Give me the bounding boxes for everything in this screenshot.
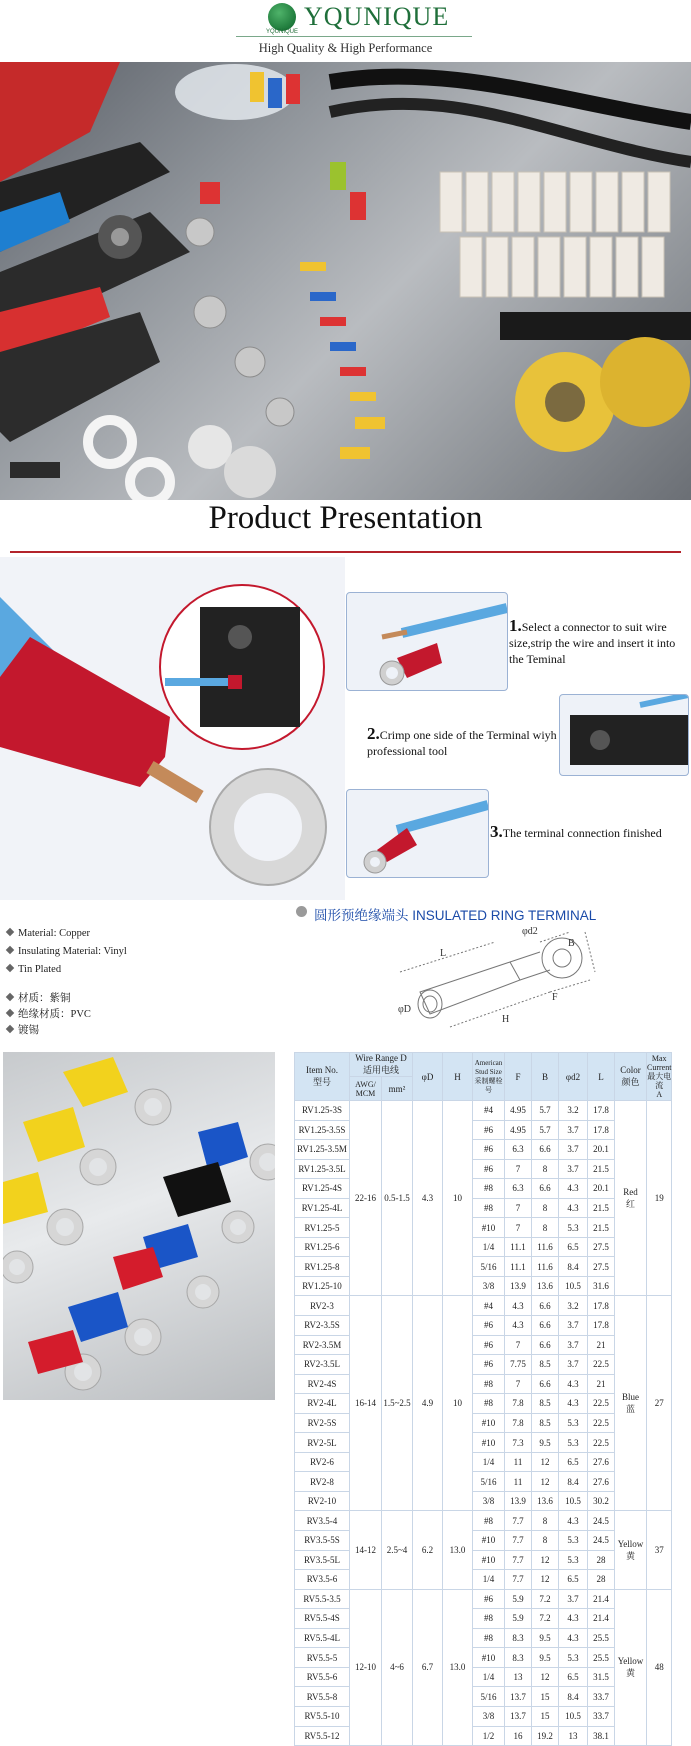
cell-item-no: RV1.25-5: [295, 1218, 350, 1238]
cell-f: 4.3: [505, 1296, 532, 1316]
cell-b: 19.2: [532, 1726, 559, 1746]
cell-l: 17.8: [588, 1120, 615, 1140]
cell-f: 13.7: [505, 1687, 532, 1707]
cell-d2: 4.3: [559, 1374, 588, 1394]
cell-b: 8: [532, 1531, 559, 1551]
step2-number: 2.: [367, 724, 380, 743]
cell-b: 6.6: [532, 1374, 559, 1394]
diamond-bullet-icon: [6, 1025, 14, 1033]
cell-item-no: RV5.5-10: [295, 1706, 350, 1726]
header-d2: φd2: [559, 1053, 588, 1101]
cell-stud-size: #8: [473, 1511, 505, 1531]
cell-d2: 4.3: [559, 1511, 588, 1531]
cell-l: 17.8: [588, 1296, 615, 1316]
cell-f: 13.9: [505, 1276, 532, 1296]
step2-description: Crimp one side of the Terminal wiyh professional tool: [367, 728, 557, 758]
cell-l: 17.8: [588, 1101, 615, 1121]
cell-b: 15: [532, 1706, 559, 1726]
cell-f: 11.1: [505, 1257, 532, 1277]
cell-color: Yellow 黄: [615, 1589, 647, 1745]
crimp-closeup-photo: [0, 557, 345, 900]
cell-l: 28: [588, 1550, 615, 1570]
cell-stud-size: 5/16: [473, 1472, 505, 1492]
cell-l: 33.7: [588, 1706, 615, 1726]
header-color: Color 颜色: [615, 1053, 647, 1101]
hero-product-photo: [0, 62, 691, 500]
cell-b: 7.2: [532, 1609, 559, 1629]
cell-b: 8.5: [532, 1413, 559, 1433]
cell-stud-size: #8: [473, 1198, 505, 1218]
cell-l: 21: [588, 1335, 615, 1355]
header-stud-size: American Stud Size 采制螺栓号: [473, 1053, 505, 1101]
cell-d2: 5.3: [559, 1648, 588, 1668]
cell-item-no: RV3.5-5L: [295, 1550, 350, 1570]
cell-item-no: RV3.5-6: [295, 1570, 350, 1590]
cell-item-no: RV5.5-5: [295, 1648, 350, 1668]
dim-label-l: L: [440, 948, 447, 959]
cell-l: 20.1: [588, 1140, 615, 1160]
cell-stud-size: #6: [473, 1316, 505, 1336]
cell-f: 7.8: [505, 1413, 532, 1433]
cell-stud-size: #8: [473, 1374, 505, 1394]
cell-stud-size: #6: [473, 1120, 505, 1140]
diamond-bullet-icon: [6, 1009, 14, 1017]
cell-item-no: RV2-6: [295, 1452, 350, 1472]
cell-b: 9.5: [532, 1628, 559, 1648]
cell-l: 27.6: [588, 1452, 615, 1472]
cell-f: 11.1: [505, 1237, 532, 1257]
cell-stud-size: 1/4: [473, 1237, 505, 1257]
globe-logo-icon: [268, 3, 296, 31]
step1-number: 1.: [509, 616, 522, 635]
title-underline: [10, 551, 681, 553]
cell-item-no: RV2-3: [295, 1296, 350, 1316]
material-en-2: Insulating Material: Vinyl: [6, 946, 127, 957]
cell-d2: 5.3: [559, 1413, 588, 1433]
cell-color: Blue 蓝: [615, 1296, 647, 1511]
header-mm: mm²: [382, 1077, 413, 1101]
cell-stud-size: 3/8: [473, 1276, 505, 1296]
cell-stud-size: #8: [473, 1609, 505, 1629]
cell-stud-size: #10: [473, 1648, 505, 1668]
cell-max-current: 27: [647, 1296, 672, 1511]
cell-d2: 3.7: [559, 1159, 588, 1179]
step1-text: [509, 618, 684, 667]
cell-stud-size: #4: [473, 1296, 505, 1316]
cell-f: 7: [505, 1374, 532, 1394]
cell-l: 27.6: [588, 1472, 615, 1492]
cell-item-no: RV1.25-8: [295, 1257, 350, 1277]
cell-item-no: RV5.5-4L: [295, 1628, 350, 1648]
cell-d2: 5.3: [559, 1550, 588, 1570]
step2-text: [367, 726, 557, 759]
cell-stud-size: 5/16: [473, 1257, 505, 1277]
cell-l: 24.5: [588, 1511, 615, 1531]
cell-max-current: 48: [647, 1589, 672, 1745]
cell-b: 6.6: [532, 1335, 559, 1355]
material-en-1: Material: Copper: [6, 928, 90, 939]
cell-awg: 12-10: [350, 1589, 382, 1745]
cell-d2: 4.3: [559, 1394, 588, 1414]
cell-f: 4.95: [505, 1101, 532, 1121]
cell-d2: 8.4: [559, 1687, 588, 1707]
header-f: F: [505, 1053, 532, 1101]
step3-number: 3.: [490, 822, 503, 841]
material-cn-3: 镀锡: [6, 1022, 39, 1037]
cell-d2: 3.7: [559, 1589, 588, 1609]
cell-f: 7: [505, 1198, 532, 1218]
cell-stud-size: #10: [473, 1550, 505, 1570]
material-cn-2: 绝缘材质：PVC: [6, 1006, 91, 1021]
cell-d2: 5.3: [559, 1433, 588, 1453]
cell-item-no: RV1.25-4L: [295, 1198, 350, 1218]
cell-h: 13.0: [443, 1589, 473, 1745]
cell-item-no: RV1.25-10: [295, 1276, 350, 1296]
tagline: High Quality & High Performance: [258, 41, 433, 55]
spec-table: [294, 1052, 672, 1746]
cell-l: 21: [588, 1374, 615, 1394]
cell-f: 7.75: [505, 1355, 532, 1375]
cell-f: 8.3: [505, 1628, 532, 1648]
cell-stud-size: #6: [473, 1140, 505, 1160]
header-wire-range: Wire Range D 适用电线: [350, 1053, 413, 1077]
cell-l: 24.5: [588, 1531, 615, 1551]
dim-label-d: φD: [398, 1004, 411, 1015]
cell-item-no: RV2-4S: [295, 1374, 350, 1394]
cell-f: 5.9: [505, 1589, 532, 1609]
cell-d2: 6.5: [559, 1452, 588, 1472]
cell-l: 25.5: [588, 1628, 615, 1648]
cell-h: 13.0: [443, 1511, 473, 1589]
cell-b: 13.6: [532, 1276, 559, 1296]
cell-d2: 3.7: [559, 1120, 588, 1140]
diamond-bullet-icon: [6, 964, 14, 972]
cell-stud-size: #10: [473, 1218, 505, 1238]
cell-stud-size: #8: [473, 1628, 505, 1648]
step3-photo: [346, 789, 489, 878]
cell-l: 27.5: [588, 1237, 615, 1257]
cell-mm: 0.5-1.5: [382, 1101, 413, 1296]
cell-stud-size: 3/8: [473, 1706, 505, 1726]
cell-d2: 5.3: [559, 1531, 588, 1551]
cell-d2: 6.5: [559, 1237, 588, 1257]
cell-b: 8: [532, 1159, 559, 1179]
cell-h: 10: [443, 1296, 473, 1511]
material-en-3: Tin Plated: [6, 964, 61, 975]
cell-b: 6.6: [532, 1296, 559, 1316]
table-row: [295, 1589, 672, 1609]
header-b: B: [532, 1053, 559, 1101]
cell-awg: 14-12: [350, 1511, 382, 1589]
cell-color: Red 红: [615, 1101, 647, 1296]
cell-b: 15: [532, 1687, 559, 1707]
cell-item-no: RV2-10: [295, 1491, 350, 1511]
cell-b: 5.7: [532, 1120, 559, 1140]
cell-item-no: RV2-4L: [295, 1394, 350, 1414]
cell-d2: 8.4: [559, 1257, 588, 1277]
colored-ring-terminals-photo: [3, 1052, 275, 1400]
diamond-bullet-icon: [6, 928, 14, 936]
diamond-bullet-icon: [6, 946, 14, 954]
cell-d2: 3.7: [559, 1355, 588, 1375]
dim-label-h: H: [502, 1014, 510, 1025]
cell-stud-size: 3/8: [473, 1491, 505, 1511]
cell-b: 8.5: [532, 1355, 559, 1375]
cell-item-no: RV1.25-3.5L: [295, 1159, 350, 1179]
brand-name: YQUNIQUE: [304, 2, 450, 31]
cell-l: 28: [588, 1570, 615, 1590]
cell-d2: 10.5: [559, 1491, 588, 1511]
diamond-bullet-icon: [6, 993, 14, 1001]
cell-f: 7.7: [505, 1511, 532, 1531]
cell-f: 16: [505, 1726, 532, 1746]
cell-b: 12: [532, 1570, 559, 1590]
material-cn-1: 材质：紫铜: [6, 990, 71, 1005]
bullet-dot-icon: [296, 906, 307, 917]
cell-item-no: RV2-3.5S: [295, 1316, 350, 1336]
cell-b: 11.6: [532, 1257, 559, 1277]
header-item: Item No. 型号: [295, 1053, 350, 1101]
cell-f: 7: [505, 1335, 532, 1355]
cell-item-no: RV1.25-4S: [295, 1179, 350, 1199]
cell-l: 20.1: [588, 1179, 615, 1199]
dim-label-f: F: [552, 992, 558, 1003]
cell-f: 11: [505, 1452, 532, 1472]
cell-item-no: RV1.25-6: [295, 1237, 350, 1257]
header: [0, 0, 691, 62]
cell-b: 9.5: [532, 1648, 559, 1668]
spec-title: 圆形预绝缘端头 INSULATED RING TERMINAL: [314, 908, 597, 923]
cell-b: 9.5: [532, 1433, 559, 1453]
cell-l: 17.8: [588, 1316, 615, 1336]
cell-item-no: RV1.25-3.5S: [295, 1120, 350, 1140]
cell-stud-size: #10: [473, 1531, 505, 1551]
cell-l: 22.5: [588, 1355, 615, 1375]
cell-stud-size: 1/4: [473, 1452, 505, 1472]
cell-b: 6.6: [532, 1179, 559, 1199]
cell-stud-size: #10: [473, 1433, 505, 1453]
cell-l: 38.1: [588, 1726, 615, 1746]
cell-d2: 10.5: [559, 1706, 588, 1726]
cell-d2: 10.5: [559, 1276, 588, 1296]
header-awg: AWG/ MCM: [350, 1077, 382, 1101]
cell-d2: 3.2: [559, 1296, 588, 1316]
cell-d2: 13: [559, 1726, 588, 1746]
cell-f: 4.3: [505, 1316, 532, 1336]
cell-b: 12: [532, 1550, 559, 1570]
cell-color: Yellow 黄: [615, 1511, 647, 1589]
cell-item-no: RV5.5-8: [295, 1687, 350, 1707]
ring-terminal-closeup-illustration: [0, 557, 345, 900]
cell-stud-size: 1/4: [473, 1667, 505, 1687]
cell-max-current: 37: [647, 1511, 672, 1589]
cell-item-no: RV2-3.5M: [295, 1335, 350, 1355]
cell-d2: 4.3: [559, 1609, 588, 1629]
cell-f: 8.3: [505, 1648, 532, 1668]
cell-h: 10: [443, 1101, 473, 1296]
cell-l: 33.7: [588, 1687, 615, 1707]
cell-stud-size: #10: [473, 1413, 505, 1433]
cell-stud-size: 1/2: [473, 1726, 505, 1746]
cell-d: 4.3: [413, 1101, 443, 1296]
cell-l: 22.5: [588, 1413, 615, 1433]
cell-d: 6.2: [413, 1511, 443, 1589]
header-l: L: [588, 1053, 615, 1101]
cell-f: 13.7: [505, 1706, 532, 1726]
cell-d2: 4.3: [559, 1198, 588, 1218]
cell-stud-size: 5/16: [473, 1687, 505, 1707]
cell-stud-size: #6: [473, 1335, 505, 1355]
step1-description: Select a connector to suit wire size,strip the wire and insert it into the Teminal: [509, 620, 676, 666]
cell-l: 27.5: [588, 1257, 615, 1277]
cell-mm: 2.5~4: [382, 1511, 413, 1589]
cell-f: 7.3: [505, 1433, 532, 1453]
cell-b: 12: [532, 1667, 559, 1687]
cell-l: 21.4: [588, 1609, 615, 1629]
header-max-current: Max Current 最大电流 A: [647, 1054, 672, 1099]
cell-f: 6.3: [505, 1140, 532, 1160]
cell-b: 12: [532, 1472, 559, 1492]
ring-terminal-dimension-diagram: [390, 922, 610, 1032]
cell-f: 7.7: [505, 1550, 532, 1570]
cell-l: 25.5: [588, 1648, 615, 1668]
cell-f: 5.9: [505, 1609, 532, 1629]
cell-awg: 16-14: [350, 1296, 382, 1511]
cell-max-current: 19: [647, 1101, 672, 1296]
cell-stud-size: #6: [473, 1159, 505, 1179]
cell-f: 7.7: [505, 1570, 532, 1590]
cell-l: 21.5: [588, 1159, 615, 1179]
cell-d2: 4.3: [559, 1628, 588, 1648]
cell-d2: 6.5: [559, 1570, 588, 1590]
cell-mm: 4~6: [382, 1589, 413, 1745]
brand-divider: [236, 36, 472, 37]
cell-f: 4.95: [505, 1120, 532, 1140]
table-row: [295, 1101, 672, 1121]
cell-item-no: RV5.5-4S: [295, 1609, 350, 1629]
cell-awg: 22-16: [350, 1101, 382, 1296]
cell-item-no: RV1.25-3.5M: [295, 1140, 350, 1160]
cell-f: 13: [505, 1667, 532, 1687]
cell-d2: 3.7: [559, 1335, 588, 1355]
step3-description: The terminal connection finished: [502, 826, 662, 840]
cell-f: 7: [505, 1218, 532, 1238]
logo-caption: YQUNIQUE: [266, 29, 299, 35]
table-row: [295, 1296, 672, 1316]
cell-f: 7.8: [505, 1394, 532, 1414]
cell-b: 13.6: [532, 1491, 559, 1511]
header-h: H: [443, 1053, 473, 1101]
header-d: φD: [413, 1053, 443, 1101]
cell-f: 7.7: [505, 1531, 532, 1551]
dim-label-d2: φd2: [522, 926, 538, 937]
cell-d: 6.7: [413, 1589, 443, 1745]
cell-l: 21.4: [588, 1589, 615, 1609]
cell-item-no: RV2-5L: [295, 1433, 350, 1453]
cell-f: 13.9: [505, 1491, 532, 1511]
cell-d2: 3.7: [559, 1140, 588, 1160]
cell-item-no: RV3.5-5S: [295, 1531, 350, 1551]
cell-f: 6.3: [505, 1179, 532, 1199]
cell-l: 22.5: [588, 1433, 615, 1453]
cell-item-no: RV1.25-3S: [295, 1101, 350, 1121]
cell-stud-size: #4: [473, 1101, 505, 1121]
cell-b: 6.6: [532, 1140, 559, 1160]
cell-b: 6.6: [532, 1316, 559, 1336]
cell-b: 8.5: [532, 1394, 559, 1414]
cell-b: 7.2: [532, 1589, 559, 1609]
cell-stud-size: #8: [473, 1179, 505, 1199]
cell-l: 31.5: [588, 1667, 615, 1687]
cell-item-no: RV5.5-6: [295, 1667, 350, 1687]
cell-b: 8: [532, 1198, 559, 1218]
cell-b: 8: [532, 1218, 559, 1238]
product-collage-illustration: [0, 62, 691, 500]
cell-item-no: RV3.5-4: [295, 1511, 350, 1531]
cell-l: 21.5: [588, 1198, 615, 1218]
step1-photo: [346, 592, 508, 691]
spec-table-body: [295, 1101, 672, 1746]
cell-l: 22.5: [588, 1394, 615, 1414]
cell-item-no: RV2-3.5L: [295, 1355, 350, 1375]
cell-d2: 8.4: [559, 1472, 588, 1492]
cell-d: 4.9: [413, 1296, 443, 1511]
cell-f: 11: [505, 1472, 532, 1492]
cell-d2: 6.5: [559, 1667, 588, 1687]
cell-stud-size: #6: [473, 1355, 505, 1375]
cell-d2: 5.3: [559, 1218, 588, 1238]
cell-b: 12: [532, 1452, 559, 1472]
cell-stud-size: 1/4: [473, 1570, 505, 1590]
cell-item-no: RV2-5S: [295, 1413, 350, 1433]
cell-d2: 3.7: [559, 1316, 588, 1336]
dim-label-b: B: [568, 938, 575, 949]
cell-mm: 1.5~2.5: [382, 1296, 413, 1511]
cell-l: 31.6: [588, 1276, 615, 1296]
section-title: Product Presentation: [208, 500, 483, 536]
cell-b: 11.6: [532, 1237, 559, 1257]
cell-item-no: RV2-8: [295, 1472, 350, 1492]
cell-item-no: RV5.5-3.5: [295, 1589, 350, 1609]
cell-b: 5.7: [532, 1101, 559, 1121]
cell-l: 21.5: [588, 1218, 615, 1238]
cell-b: 8: [532, 1511, 559, 1531]
cell-d2: 4.3: [559, 1179, 588, 1199]
cell-stud-size: #8: [473, 1394, 505, 1414]
cell-stud-size: #6: [473, 1589, 505, 1609]
table-row: [295, 1511, 672, 1531]
cell-l: 30.2: [588, 1491, 615, 1511]
cell-d2: 3.2: [559, 1101, 588, 1121]
cell-f: 7: [505, 1159, 532, 1179]
cell-item-no: RV5.5-12: [295, 1726, 350, 1746]
step3-text: [490, 824, 680, 841]
step2-photo: [559, 694, 689, 776]
